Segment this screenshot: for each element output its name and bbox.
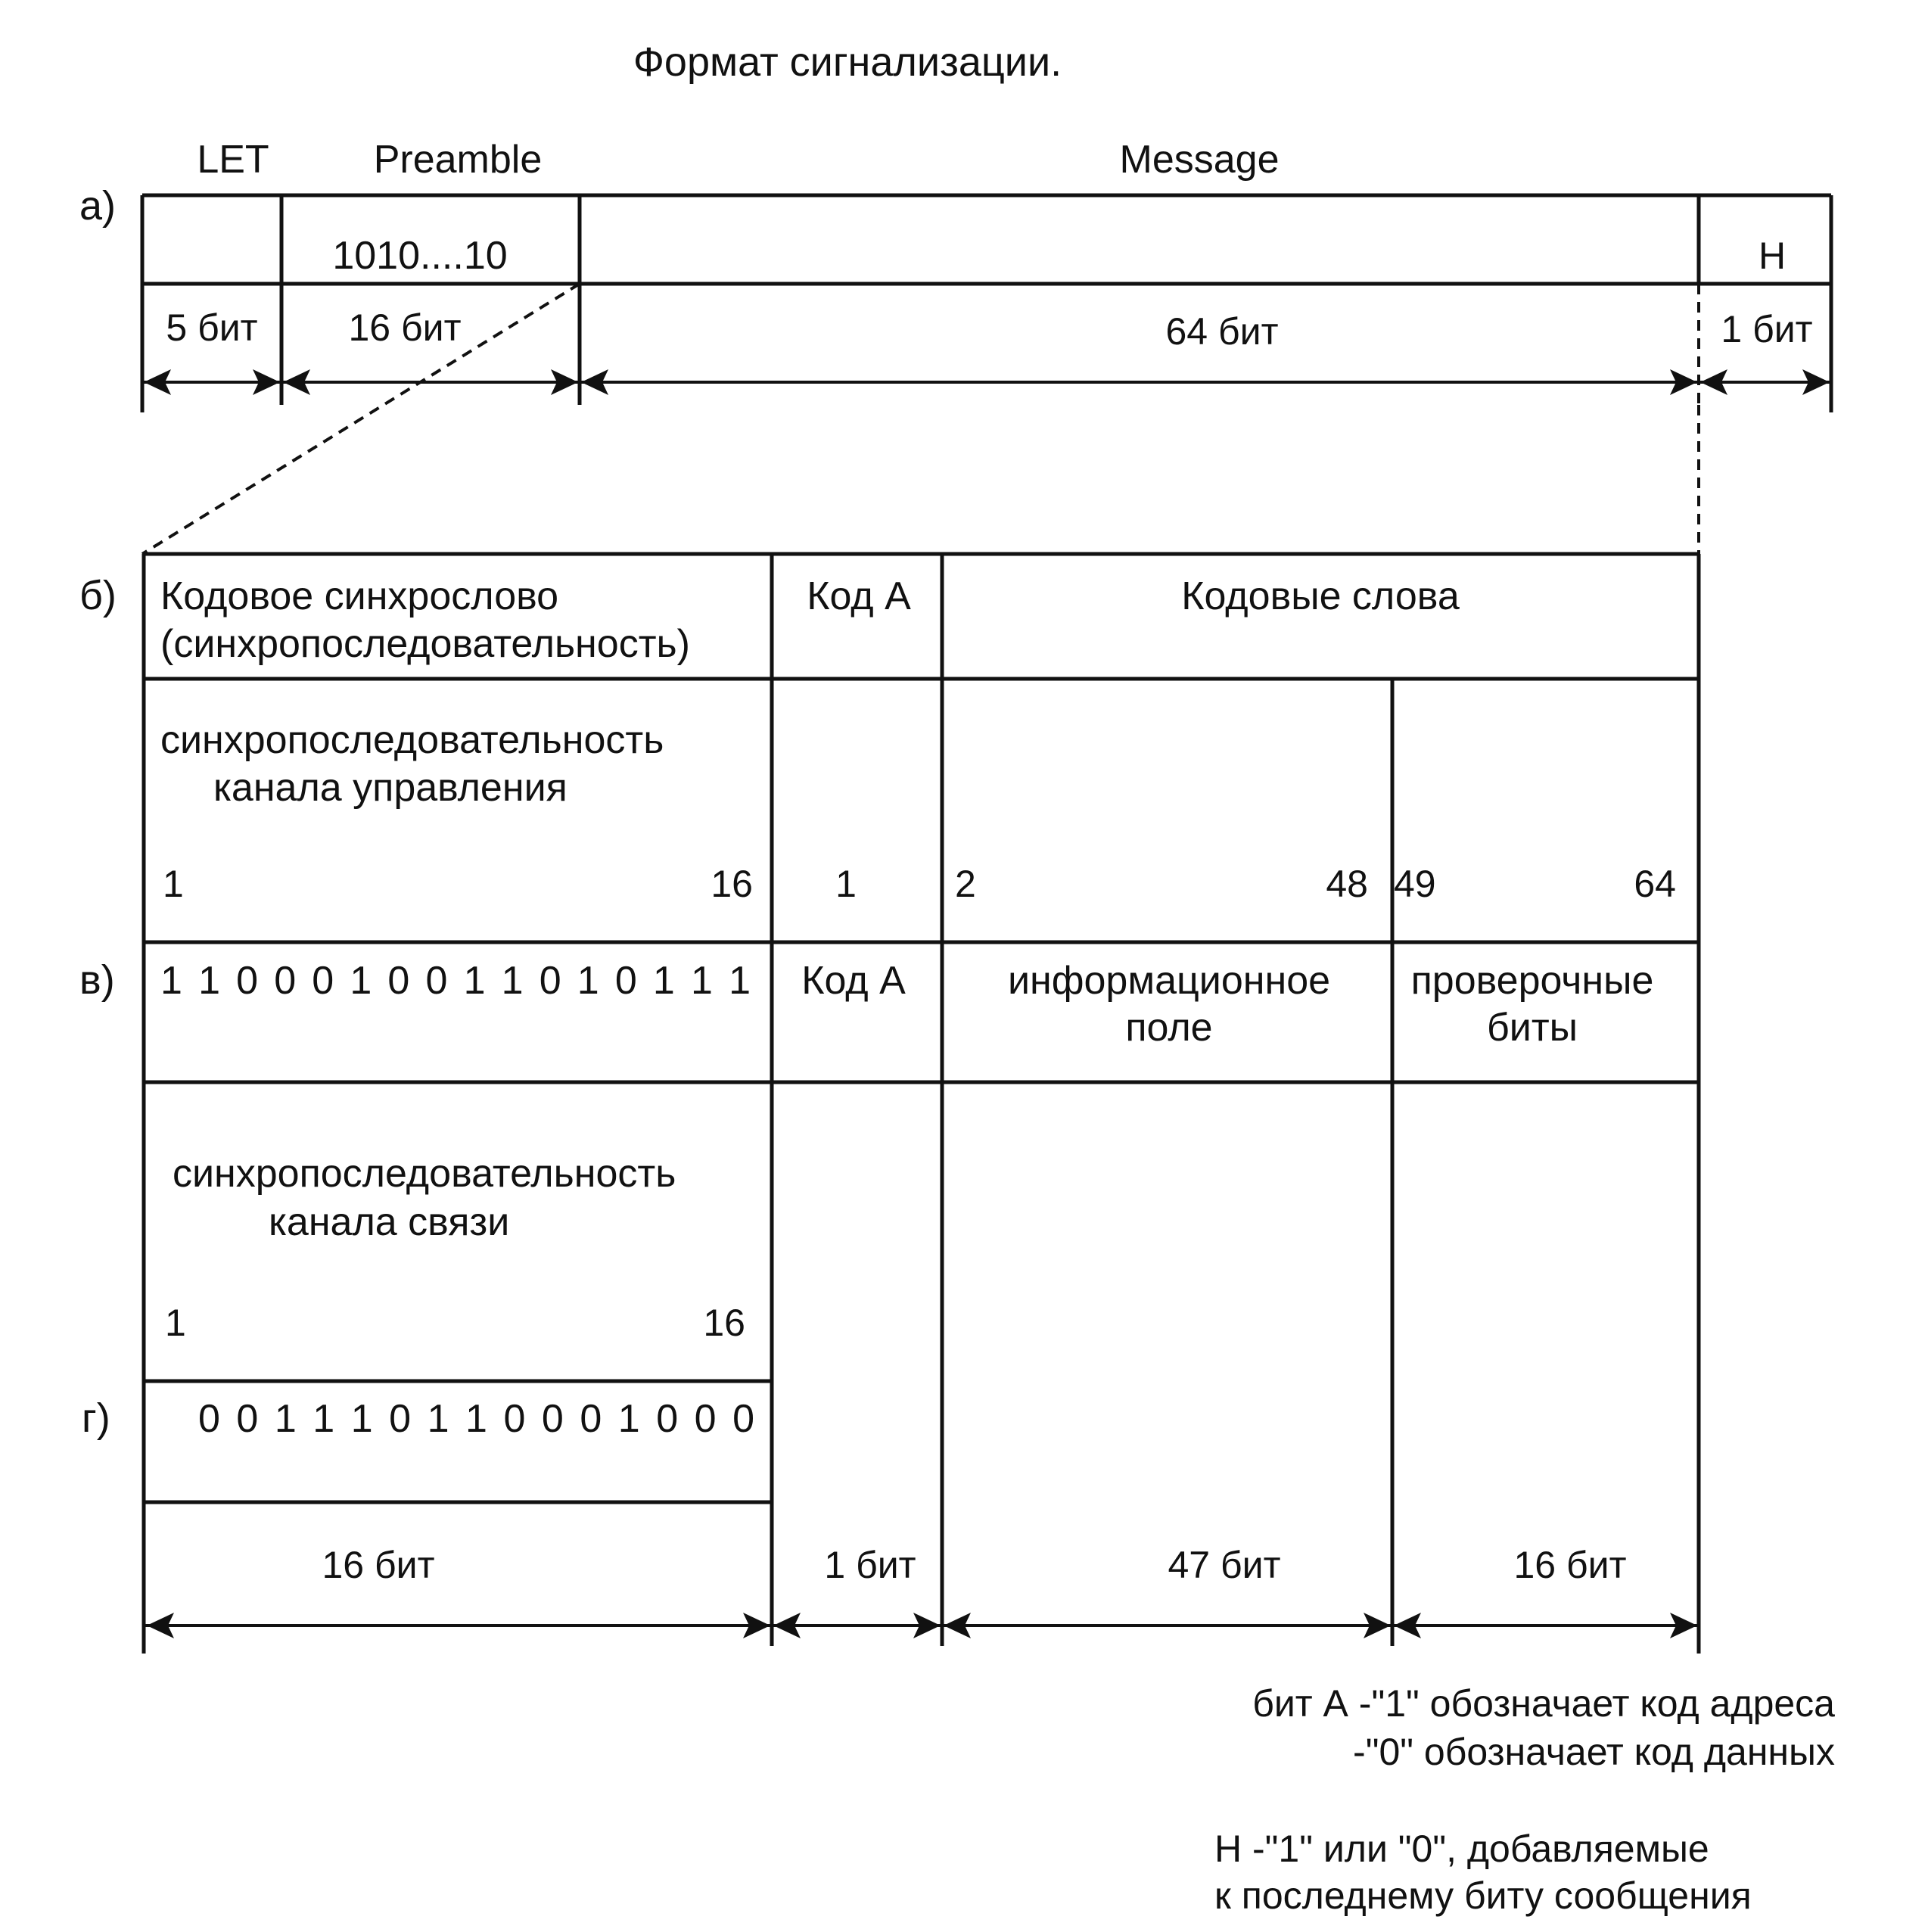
preamble-bits: 16 бит [348,306,462,349]
message-bits: 64 бит [1165,310,1279,353]
note-h-line2: к последнему биту сообщения [1214,1874,1752,1917]
note-h-line1: Н -"1" или "0", добавляемые [1214,1828,1709,1870]
check-position-end: 64 [1634,863,1676,905]
info-position-start: 2 [955,863,976,905]
comm-sync-bits: 0 0 1 1 1 0 1 1 0 0 0 1 0 0 0 [198,1397,754,1441]
check-bits-line1: проверочные [1410,959,1654,1003]
control-sync-label-line2: канала управления [213,766,568,810]
code-a-position: 1 [835,863,857,905]
info-position-end: 48 [1326,863,1368,905]
h-value: Н [1758,235,1787,277]
check-bits-line2: биты [1486,1006,1578,1050]
sync-position-start: 1 [163,863,184,905]
sync-word-subtitle: (синхропоследовательность) [160,622,690,666]
preamble-header: Preamble [373,138,543,182]
comm-position-end: 16 [703,1302,745,1344]
code-a-header: Код А [807,574,911,618]
let-header: LET [197,138,269,182]
notes [1214,1682,1835,1917]
control-sync-label-line1: синхропоследовательность [160,718,664,762]
check-field-bits: 16 бит [1513,1544,1627,1586]
sync-position-end: 16 [711,863,753,905]
message-header: Message [1119,138,1280,182]
sync-word-title: Кодовое синхрослово [160,574,559,618]
check-position-start: 49 [1394,863,1436,905]
comm-sync-label-line1: синхропоследовательность [173,1152,676,1196]
h-bits: 1 бит [1721,308,1813,350]
main-table [79,554,1699,1654]
comm-position-start: 1 [165,1302,186,1344]
let-bits: 5 бит [166,306,258,349]
row-a-dimension-arrows [142,369,1831,395]
code-a-field: Код А [801,959,906,1003]
row-a [79,138,1831,412]
bottom-dimension-arrows [145,1613,1697,1638]
info-field-line1: информационное [1007,959,1331,1003]
code-words-header: Кодовые слова [1181,574,1460,618]
note-bit-a-line2: -"0" обозначает код данных [1353,1731,1835,1773]
preamble-value: 1010....10 [332,234,508,278]
diagram-title: Формат сигнализации. [633,39,1062,85]
info-field-bits: 47 бит [1168,1544,1281,1586]
row-g-label: г) [82,1395,110,1441]
sync-field-bits: 16 бит [322,1544,435,1586]
row-a-label: а) [79,183,117,229]
row-v-label: в) [79,957,115,1003]
comm-sync-label-line2: канала связи [269,1200,510,1244]
info-field-line2: поле [1125,1006,1213,1050]
code-a-field-bits: 1 бит [824,1544,916,1586]
row-b-label: б) [79,573,117,618]
note-bit-a-line1: бит А -"1" обозначает код адреса [1252,1682,1835,1725]
control-sync-bits: 1 1 0 0 0 1 0 0 1 1 0 1 0 1 1 1 [160,959,751,1003]
